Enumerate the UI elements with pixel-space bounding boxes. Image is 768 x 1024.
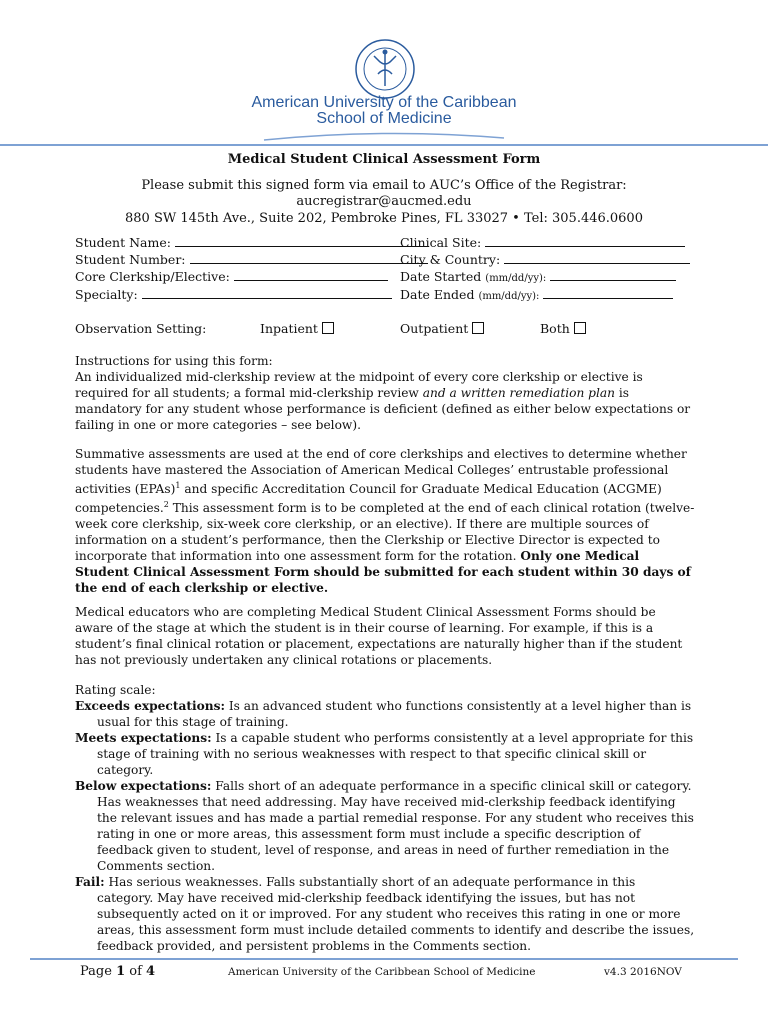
instructions-paragraph-1: An individualized mid-clerkship review at the midpoint of every core clerkship or elective is required for all students; a formal mid-clerkship review and a written remediation plan is mandatory for any student whose performance is deficient (defined as either below expectations or failing in one or more categories – see below). xyxy=(75,370,691,432)
both-option[interactable] xyxy=(540,321,586,336)
date-started-format: (mm/dd/yy): xyxy=(485,273,547,284)
specialty-label: Specialty: xyxy=(75,287,138,302)
student-name-label: Student Name: xyxy=(75,235,171,250)
city-country-line[interactable] xyxy=(504,252,690,264)
brand-name-line1: American University of the Caribbean xyxy=(251,94,517,111)
date-ended-line[interactable] xyxy=(543,287,673,299)
inpatient-checkbox[interactable] xyxy=(322,322,334,334)
rating-below: Below expectations: Falls short of an adequate performance in a specific clinical skill or category. Has weaknesses that need addressing. May have received mid-clerkship feedback identifying the relevant issues and has made a partial remedial response. For any student who receives this rating in one or more areas, this assessment form must include a specific description of feedback given to student, level of response, and areas in need of further remediation in the Comments section. xyxy=(75,779,694,873)
clinical-site-field[interactable] xyxy=(400,235,685,250)
clinical-site-line[interactable] xyxy=(485,235,685,247)
footer-institution: American University of the Caribbean School of Medicine xyxy=(228,966,536,978)
both-label: Both xyxy=(540,321,570,336)
clinical-site-label: Clinical Site: xyxy=(400,235,482,250)
core-clerkship-label: Core Clerkship/Elective: xyxy=(75,269,230,284)
observation-setting-label: Observation Setting: xyxy=(75,321,207,336)
submit-instruction: Please submit this signed form via email to AUC’s Office of the Registrar: xyxy=(141,178,627,193)
header-logo xyxy=(0,38,768,138)
core-clerkship-field[interactable] xyxy=(75,269,388,284)
both-checkbox[interactable] xyxy=(574,322,586,334)
student-number-field[interactable] xyxy=(75,252,428,267)
student-name-line[interactable] xyxy=(175,235,429,247)
student-name-field[interactable] xyxy=(75,235,429,250)
footer-version: v4.3 2016NOV xyxy=(604,966,682,978)
outpatient-option[interactable] xyxy=(400,321,484,336)
brand-swoosh-icon xyxy=(262,130,506,142)
date-ended-field[interactable] xyxy=(400,287,673,302)
outpatient-checkbox[interactable] xyxy=(472,322,484,334)
student-number-label: Student Number: xyxy=(75,252,186,267)
registrar-address: 880 SW 145th Ave., Suite 202, Pembroke Pines, FL 33027 • Tel: 305.446.0600 xyxy=(125,211,643,226)
inpatient-label: Inpatient xyxy=(260,321,318,336)
instructions-section xyxy=(75,353,695,433)
footer-divider xyxy=(30,958,738,960)
student-number-line[interactable] xyxy=(190,252,428,264)
rating-meets: Meets expectations: Is a capable student who performs consistently at a level appropriate for this stage of training with no serious weaknesses with respect to that specific clinical skill or category. xyxy=(75,731,694,777)
outpatient-label: Outpatient xyxy=(400,321,469,336)
rating-fail: Fail: Has serious weaknesses. Falls substantially short of an adequate performance in this category. May have received mid-clerkship feedback identifying the issues, but has not subsequently acted on it or improved. For any student who receives this rating in one or more areas, this assessment form must include detailed comments to identify and describe the issues, feedback provided, and persistent problems in the Comments section. xyxy=(75,875,695,953)
rating-exceeds: Exceeds expectations: Is an advanced student who functions consistently at a level higher than is usual for this stage of training. xyxy=(75,699,692,729)
instructions-heading: Instructions for using this form: xyxy=(75,354,273,368)
core-clerkship-line[interactable] xyxy=(234,269,388,281)
page-indicator: Page 1 of 4 xyxy=(80,964,156,979)
form-title: Medical Student Clinical Assessment Form xyxy=(227,152,541,167)
educators-paragraph: Medical educators who are completing Medical Student Clinical Assessment Forms should be aware of the stage at which the student is in their course of learning. For example, if this is a student’s final clinical rotation or placement, expectations are naturally higher than if the student has not previously undertaken any clinical rotations or placements. xyxy=(75,605,683,667)
date-started-field[interactable] xyxy=(400,269,676,284)
brand-name-line2: School of Medicine xyxy=(316,110,452,127)
rating-scale-section xyxy=(75,682,695,954)
rating-scale-heading: Rating scale: xyxy=(75,683,156,697)
inpatient-option[interactable] xyxy=(260,321,334,336)
date-started-line[interactable] xyxy=(550,269,676,281)
date-started-label: Date Started xyxy=(400,269,482,284)
registrar-email[interactable]: aucregistrar@aucmed.edu xyxy=(296,194,472,209)
specialty-field[interactable] xyxy=(75,287,392,302)
university-seal-icon xyxy=(354,38,416,100)
city-country-label: City & Country: xyxy=(400,252,501,267)
header-divider xyxy=(0,144,768,146)
city-country-field[interactable] xyxy=(400,252,690,267)
summative-paragraph: Summative assessments are used at the end of core clerkships and electives to determine whether students have mastered the Association of American Medical Colleges’ entrustable professional activities (EPAs)$^1$ and specific Accreditation Council for Graduate Medical Education (ACGME) competencies.$^2$ This assessment form is to be completed at the end of each clinical rotation (twelve-week core clerkship, six-week core clerkship, or an elective). If there are multiple sources of information on a student’s performance, then the Clerkship or Elective Director is expected to incorporate that information into one assessment form for the rotation. Only one Medical Student Clinical Assessment Form should be submitted for each student within 30 days of the end of each clerkship or elective. xyxy=(75,447,695,596)
date-ended-label: Date Ended xyxy=(400,287,475,302)
specialty-line[interactable] xyxy=(142,287,392,299)
date-ended-format: (mm/dd/yy): xyxy=(478,291,540,302)
